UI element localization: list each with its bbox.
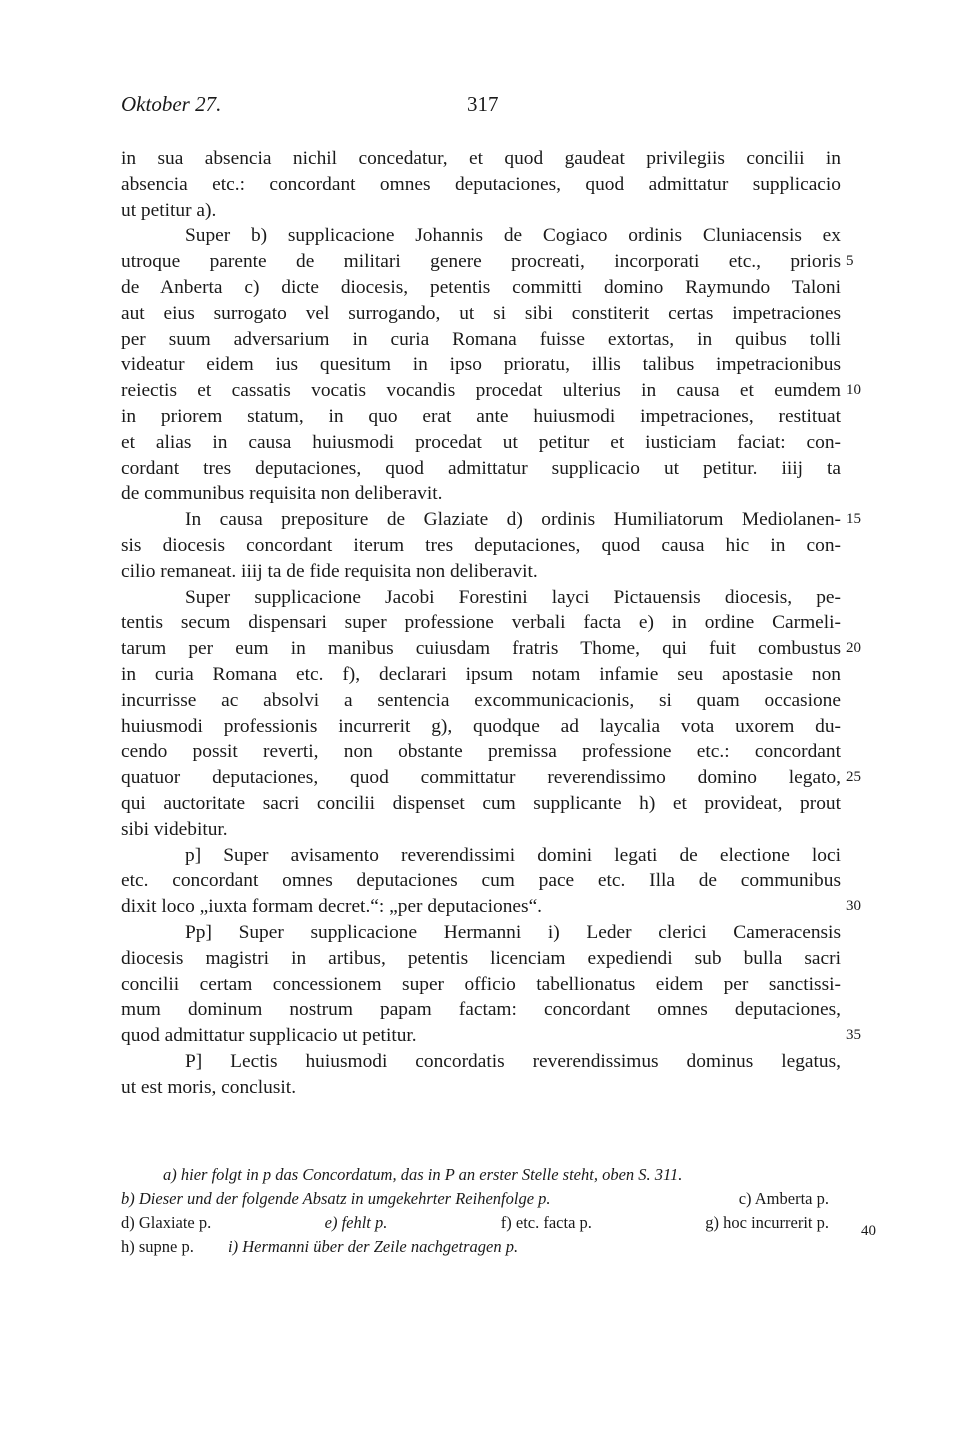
text-line-content: mum dominum nostrum papam factam: concordant omnes deputaciones, bbox=[121, 999, 841, 1021]
text-line-content: ut petitur a). bbox=[121, 199, 217, 221]
text-line-content: tentis secum dispensari super professione verbali facta e) in ordine Carmeli- bbox=[121, 612, 841, 634]
text-line bbox=[121, 688, 841, 714]
text-line bbox=[121, 559, 841, 585]
text-line-content: quatuor deputaciones, quod committatur reverendissimo domino legato, bbox=[121, 767, 841, 789]
text-line bbox=[121, 765, 861, 791]
text-line-content: concilii certam concessionem super officio tabellionatus eidem per sanctissi- bbox=[121, 973, 841, 995]
footnotes bbox=[121, 1163, 876, 1259]
text-line-content: cendo possit reverti, non obstante premissa professione etc.: concordant bbox=[121, 741, 841, 763]
text-line bbox=[121, 1023, 861, 1049]
text-line bbox=[121, 456, 841, 482]
text-line bbox=[121, 662, 841, 688]
text-line-content: p] Super avisamento reverendissimi domini legati de electione loci bbox=[185, 844, 841, 866]
running-head bbox=[121, 92, 841, 122]
text-line-content: incurrisse ac absolvi a sentencia excommunicacionis, si quam occasione bbox=[121, 689, 841, 711]
line-number: 25 bbox=[846, 769, 861, 786]
text-line bbox=[121, 610, 841, 636]
text-line bbox=[121, 972, 841, 998]
text-line bbox=[121, 868, 841, 894]
text-line bbox=[121, 843, 841, 869]
line-number: 35 bbox=[846, 1027, 861, 1044]
text-line-content: utroque parente de militari genere procreati, incorporati etc., prioris bbox=[121, 251, 841, 273]
text-line-content: In causa prepositure de Glaziate d) ordinis Humiliatorum Mediolanen- bbox=[185, 509, 841, 531]
line-number: 20 bbox=[846, 640, 861, 657]
text-line bbox=[121, 146, 841, 172]
text-line-content: diocesis magistri in artibus, petentis licenciam expediendi sub bulla sacri bbox=[121, 947, 841, 969]
text-line-content: et alias in causa huiusmodi procedat ut petitur et iusticiam faciat: con- bbox=[121, 431, 841, 453]
footnote-e: e) fehlt p. bbox=[324, 1213, 388, 1232]
text-line-content: in curia Romana etc. f), declarari ipsum notam infamie seu apostasie non bbox=[121, 663, 841, 685]
text-line-content: cilio remaneat. iiij ta de fide requisita non deliberavit. bbox=[121, 560, 538, 582]
text-line bbox=[121, 791, 841, 817]
text-line-content: aut eius surrogato vel surrogando, ut si sibi constiterit certas impetraciones bbox=[121, 302, 841, 324]
footnote-b: b) Dieser und der folgende Absatz in umgekehrter Reihenfolge p. bbox=[121, 1189, 551, 1208]
text-line-content: Super supplicacione Jacobi Forestini layci Pictauensis diocesis, pe- bbox=[185, 586, 841, 608]
text-line-content: de communibus requisita non deliberavit. bbox=[121, 483, 443, 505]
text-line bbox=[121, 301, 841, 327]
text-line-content: per suum adversarium in curia Romana fuisse extortas, in quibus tolli bbox=[121, 328, 841, 350]
footnote-f: f) etc. facta p. bbox=[500, 1213, 592, 1232]
text-line-content: etc. concordant omnes deputaciones cum pace etc. Illa de communibus bbox=[121, 870, 841, 892]
text-line bbox=[121, 585, 841, 611]
text-line-content: sis diocesis concordant iterum tres deputaciones, quod causa hic in con- bbox=[121, 534, 841, 556]
text-line bbox=[121, 404, 841, 430]
text-line bbox=[121, 378, 861, 404]
footnote-line bbox=[121, 1187, 841, 1211]
footnote-a: a) hier folgt in p das Concordatum, das in P an erster Stelle steht, oben S. 311. bbox=[163, 1165, 683, 1184]
text-line-content: in sua absencia nichil concedatur, et quod gaudeat privilegiis concilii in bbox=[121, 148, 841, 169]
text-line bbox=[121, 327, 841, 353]
text-line bbox=[121, 275, 841, 301]
text-line bbox=[121, 817, 841, 843]
footnote-g: g) hoc incurrerit p. bbox=[705, 1213, 829, 1232]
line-number: 5 bbox=[846, 253, 854, 270]
text-line-content: tarum per eum in manibus cuiusdam fratris Thome, qui fuit combustus bbox=[121, 638, 841, 660]
text-line-content: Super b) supplicacione Johannis de Cogiaco ordinis Cluniacensis ex bbox=[185, 225, 841, 247]
text-line bbox=[121, 636, 861, 662]
line-number: 40 bbox=[861, 1223, 876, 1239]
footnote-line bbox=[121, 1163, 841, 1187]
text-line bbox=[121, 533, 841, 559]
text-line-content: videatur eidem ius quesitum in ipso prioratu, illis talibus impetracionibus bbox=[121, 354, 841, 376]
text-line-content: sibi videbitur. bbox=[121, 818, 228, 840]
body-text bbox=[121, 146, 861, 1100]
text-line-content: quod admittatur supplicacio ut petitur. bbox=[121, 1025, 417, 1047]
text-line bbox=[121, 1049, 841, 1075]
text-line bbox=[121, 430, 841, 456]
footnote-line bbox=[121, 1211, 876, 1239]
text-line bbox=[121, 198, 841, 224]
text-line bbox=[121, 997, 841, 1023]
text-line bbox=[121, 352, 841, 378]
line-number: 30 bbox=[846, 898, 861, 915]
footnote-i: i) Hermanni über der Zeile nachgetragen p. bbox=[228, 1237, 519, 1256]
text-line bbox=[121, 894, 861, 920]
footnote-line bbox=[121, 1235, 841, 1259]
text-line bbox=[121, 249, 854, 275]
text-line bbox=[121, 920, 841, 946]
text-line-content: de Anberta c) dicte diocesis, petentis committi domino Raymundo Taloni bbox=[121, 276, 841, 298]
text-line bbox=[121, 223, 841, 249]
text-line bbox=[121, 507, 861, 533]
text-line-content: reiectis et cassatis vocatis vocandis procedat ulterius in causa et eumdem bbox=[121, 380, 841, 402]
text-line bbox=[121, 481, 841, 507]
text-line-content: P] Lectis huiusmodi concordatis reverendissimus dominus legatus, bbox=[185, 1050, 841, 1072]
text-line bbox=[121, 1075, 841, 1101]
text-line-content: ut est moris, conclusit. bbox=[121, 1076, 297, 1098]
footnote-h: h) supne p. bbox=[121, 1237, 194, 1256]
text-line-content: dixit loco „iuxta formam decret.“: „per deputaciones“. bbox=[121, 896, 543, 918]
text-line-content: in priorem statum, in quo erat ante huiusmodi impetraciones, restituat bbox=[121, 405, 841, 427]
line-number: 15 bbox=[846, 511, 861, 528]
footnote-c: c) Amberta p. bbox=[738, 1189, 829, 1208]
running-head-date: Oktober 27. bbox=[121, 92, 222, 116]
text-line bbox=[121, 946, 841, 972]
text-line-content: absencia etc.: concordant omnes deputaciones, quod admittatur supplicacio bbox=[121, 173, 841, 195]
text-line-content: huiusmodi professionis incurrerit g), quodque ad laycalia vota uxorem du- bbox=[121, 715, 841, 737]
line-number: 10 bbox=[846, 382, 861, 399]
footnote-d: d) Glaxiate p. bbox=[121, 1213, 212, 1232]
text-line-content: cordant tres deputaciones, quod admittatur supplicacio ut petitur. iiij ta bbox=[121, 457, 841, 479]
text-line-content: Pp] Super supplicacione Hermanni i) Leder clerici Cameracensis bbox=[185, 921, 841, 943]
text-line bbox=[121, 739, 841, 765]
text-line-content: qui auctoritate sacri concilii dispenset cum supplicante h) et provideat, prout bbox=[121, 792, 841, 814]
text-line bbox=[121, 714, 841, 740]
text-line bbox=[121, 172, 841, 198]
page-number: 317 bbox=[467, 92, 499, 116]
